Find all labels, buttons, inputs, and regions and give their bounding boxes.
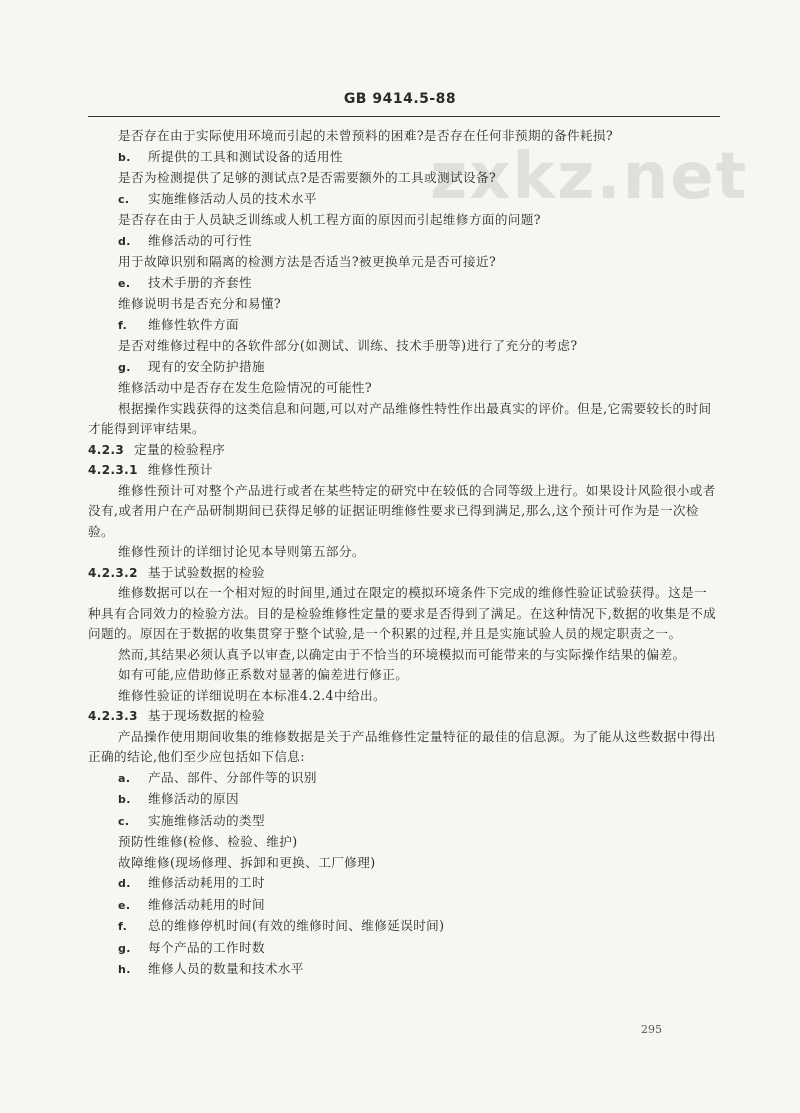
list-item <box>88 811 720 833</box>
paragraph: 如有可能,应借助修正系数对显著的偏差进行修正。 <box>118 667 409 682</box>
section-title: 维修性预计 <box>147 462 213 477</box>
list-marker: a. <box>118 771 131 785</box>
text-line: 维修说明书是否充分和易懂? <box>118 296 282 311</box>
list-item-text: 维修活动的可行性 <box>148 232 252 248</box>
paragraph: 维修性预计的详细讨论见本导则第五部分。 <box>118 544 365 559</box>
page-header: GB 9414.5-88 <box>343 91 457 107</box>
list-item-text: 所提供的工具和测试设备的适用性 <box>148 148 343 164</box>
list-marker: e. <box>118 276 131 290</box>
list-item <box>88 789 720 811</box>
list-item <box>88 873 720 895</box>
list-marker: c. <box>118 814 130 828</box>
list-marker: h. <box>118 963 131 976</box>
body-text <box>88 126 720 981</box>
text-line: 用于故障识别和隔离的检测方法是否适当?被更换单元是否可接近? <box>118 254 497 269</box>
list-item <box>88 768 720 790</box>
section-number: 4.2.3.3 <box>88 709 138 723</box>
section-number: 4.2.3.1 <box>88 463 138 477</box>
list-item <box>88 357 720 379</box>
list-item-text: 维修活动耗用的时间 <box>148 896 265 912</box>
list-item-text: 技术手册的齐套性 <box>148 274 252 290</box>
list-marker: d. <box>118 877 131 890</box>
section-heading <box>88 563 720 584</box>
text-line: 预防性维修(检修、检验、维护) <box>118 834 298 849</box>
list-item-text: 维修性软件方面 <box>148 316 239 332</box>
list-item-text: 每个产品的工作时数 <box>148 939 265 955</box>
text-line: 维修活动中是否存在发生危险情况的可能性? <box>118 380 373 395</box>
list-marker: b. <box>118 793 131 806</box>
list-marker: f. <box>118 318 128 332</box>
list-item <box>88 231 720 253</box>
list-item <box>88 147 720 169</box>
header-rule <box>88 116 720 117</box>
paragraph: 产品操作使用期间收集的维修数据是关于产品维修性定量特征的最佳的信息源。为了能从这些数据中得出正确的结论,他们至少应包括如下信息: <box>88 728 716 764</box>
section-title: 基于现场数据的检验 <box>147 708 265 723</box>
list-marker: b. <box>118 150 131 164</box>
section-title: 基于试验数据的检验 <box>147 564 265 580</box>
list-item-text: 现有的安全防护措施 <box>148 358 265 374</box>
list-item <box>88 895 720 917</box>
list-marker: g. <box>118 941 131 955</box>
section-heading <box>88 706 720 727</box>
text-line: 是否为检测提供了足够的测试点?是否需要额外的工具或测试设备? <box>118 170 497 185</box>
list-item-text: 实施维修活动的类型 <box>148 812 265 828</box>
paragraph: 维修性验证的详细说明在本标准4.2.4中给出。 <box>118 687 386 703</box>
list-marker: g. <box>118 360 131 374</box>
section-heading <box>88 440 720 461</box>
list-item <box>88 315 720 337</box>
list-item <box>88 938 720 960</box>
paragraph: 然而,其结果必须认真予以审查,以确定由于不恰当的环境模拟而可能带来的与实际操作结果的偏差。 <box>118 646 686 662</box>
list-item-text: 维修人员的数量和技术水平 <box>148 961 304 976</box>
list-marker: e. <box>118 898 131 912</box>
list-marker: d. <box>118 234 131 248</box>
paragraph: 维修数据可以在一个相对短的时间里,通过在限定的模拟环境条件下完成的维修性验证试验获得。这是一种具有合同效力的检验方法。目的是检验维修性定量的要求是否得到了满足。在这种情况下,数据的收集是不成问题的。原因在于数据的收集贯穿于整个试验,是一个积累的过程,并且是实施试验人员的规定职责之一。 <box>88 585 717 641</box>
list-marker: f. <box>118 920 128 933</box>
list-item-text: 维修活动耗用的工时 <box>148 875 265 890</box>
list-item-text: 产品、部件、分部件等的识别 <box>148 769 317 785</box>
section-heading <box>88 460 720 481</box>
text-line: 是否存在由于实际使用环境而引起的未曾预料的困难?是否存在任何非预期的备件耗损? <box>118 128 614 143</box>
list-item-text: 维修活动的原因 <box>148 791 239 806</box>
watermark: zxkz.net <box>430 140 749 214</box>
text-line: 是否存在由于人员缺乏训练或人机工程方面的原因而引起维修方面的问题? <box>118 212 541 227</box>
section-number: 4.2.3.2 <box>88 565 138 580</box>
list-item-text: 实施维修活动人员的技术水平 <box>148 190 317 206</box>
paragraph: 根据操作实践获得的这类信息和问题,可以对产品维修性特性作出最真实的评价。但是,它需要较长的时间才能得到评审结果。 <box>88 400 712 436</box>
list-item-text: 总的维修停机时间(有效的维修时间、维修延误时间) <box>148 918 445 933</box>
list-item <box>88 273 720 295</box>
section-title: 定量的检验程序 <box>134 441 226 457</box>
list-item <box>88 189 720 211</box>
text-line: 是否对维修过程中的各软件部分(如测试、训练、技术手册等)进行了充分的考虑? <box>118 338 578 353</box>
list-marker: c. <box>118 192 130 206</box>
paragraph: 维修性预计可对整个产品进行或者在某些特定的研究中在较低的合同等级上进行。如果设计风险很小或者没有,或者用户在产品研制期间已获得足够的证据证明维修性要求已得到满足,那么,这个预计可作为是一次检验。 <box>88 482 716 539</box>
text-line: 故障维修(现场修理、拆卸和更换、工厂修理) <box>118 854 376 870</box>
page-number: 295 <box>641 1023 662 1036</box>
section-number: 4.2.3 <box>88 442 125 457</box>
list-item <box>88 959 720 981</box>
list-item <box>88 916 720 938</box>
